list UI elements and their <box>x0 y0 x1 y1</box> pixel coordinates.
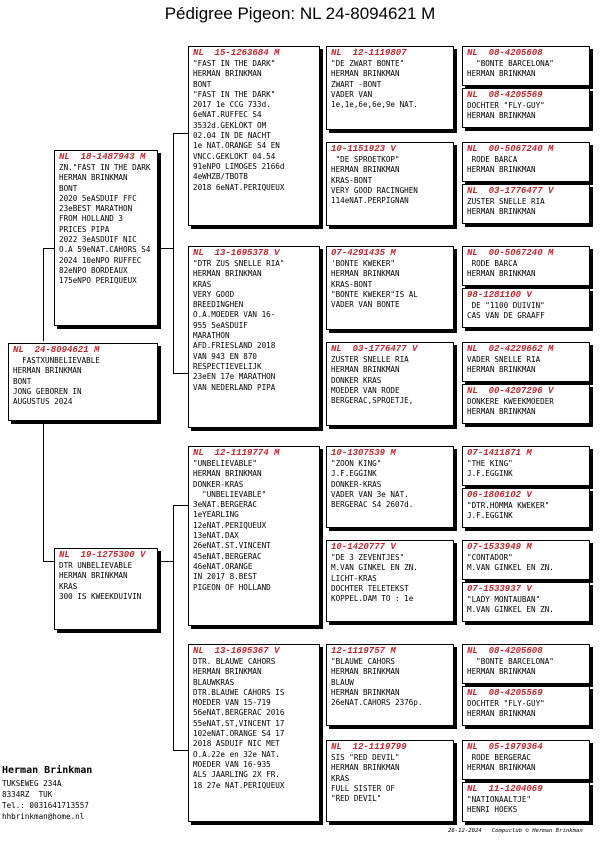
detail-line: O.A 59eNAT.CAHORS S4 <box>59 245 151 255</box>
detail-line: 26eNAT.ST.VINCENT <box>193 541 271 551</box>
connector-line <box>173 750 188 751</box>
detail-line: DTR.BLAUWE CAHORS IS <box>193 687 285 697</box>
pigeon-details <box>463 657 589 678</box>
great-grandparent-card <box>326 644 454 726</box>
detail-line: 45eNAT.BERGERAC <box>193 551 262 561</box>
connector-line <box>158 248 173 249</box>
pigeon-details <box>327 657 453 708</box>
owner-block <box>2 764 92 822</box>
detail-line: 1e,1e,6e,6e,9e NAT. <box>331 100 418 110</box>
ring-number: NL 08-4205608 <box>467 48 543 58</box>
connector-line <box>158 561 173 562</box>
great-great-grandparent-card <box>462 288 590 328</box>
detail-line: "FAST IN THE DARK" <box>193 59 276 68</box>
detail-line: DTR UNBELIEVABLE <box>59 561 133 570</box>
ring-number: NL 00-4207296 V <box>467 386 554 396</box>
detail-line: KRAS-BONT <box>331 279 373 289</box>
detail-line: BERGERAC S4 2607d. <box>331 500 414 510</box>
detail-line: BLAUW <box>331 677 354 687</box>
ring-number: NL 00-5067240 M <box>467 144 554 154</box>
ring-number: NL 12-1119774 M <box>193 448 280 458</box>
great-great-grandparent-card <box>462 540 590 580</box>
pigeon-details <box>463 501 589 522</box>
detail-line: "UNBELIEVABLE" <box>193 459 258 468</box>
pigeon-details <box>55 163 157 287</box>
pigeon-details <box>463 553 589 574</box>
great-great-grandparent-card <box>462 644 590 684</box>
pigeon-details <box>463 795 589 816</box>
detail-line: O.A.22e en 32e NAT. <box>193 749 280 759</box>
great-great-grandparent-card <box>462 740 590 780</box>
great-grandparent-card <box>326 446 454 528</box>
detail-line: HERMAN BRINKMAN <box>193 667 262 677</box>
connector-line <box>173 505 188 506</box>
grandparent-card <box>188 446 320 626</box>
detail-line: "DE ZWART BONTE" <box>331 59 405 68</box>
great-great-grandparent-card <box>462 582 590 622</box>
ring-number: NL 08-4205569 <box>467 90 543 100</box>
detail-line: M.VAN GINKEL EN ZN. <box>467 605 554 615</box>
detail-line: "NATIONAALTJE" <box>467 795 532 804</box>
detail-line: HERMAN BRINKMAN <box>331 667 400 677</box>
detail-line: "BONTE BARCELONA" <box>467 59 554 68</box>
detail-line: DE "1100 DUIVIN" <box>467 301 545 310</box>
ring-number: NL 13-1695367 V <box>193 646 280 656</box>
ring-number: NL 12-1119799 <box>331 742 407 752</box>
detail-line: 175eNPO PERIQUEUX <box>59 276 137 286</box>
detail-line: DOCHTER "FLY-GUY" <box>467 699 545 708</box>
ring-number: 10-1307539 M <box>331 448 396 458</box>
detail-line: HERMAN BRINKMAN <box>331 269 400 279</box>
owner-email: hhbrinkman@home.nl <box>2 812 85 821</box>
ring-number: NL 00-5067240 M <box>467 248 554 258</box>
pigeon-details <box>463 301 589 322</box>
ring-number: NL 15-1263684 M <box>193 48 280 58</box>
great-great-grandparent-card <box>462 342 590 382</box>
pigeon-details <box>463 459 589 480</box>
ring-number: NL 08-4205569 <box>467 688 543 698</box>
detail-line: BONT <box>59 183 78 193</box>
detail-line: "ZOON KING" <box>331 459 382 468</box>
detail-line: RODE BARCA <box>467 155 518 164</box>
ring-number: 10-1420777 V <box>331 542 396 552</box>
detail-line: HERMAN BRINKMAN <box>467 207 536 217</box>
ring-number: NL 11-1204069 <box>467 784 543 794</box>
ring-number: 98-1281100 V <box>467 290 532 300</box>
detail-line: 26eNAT.CAHORS 2376p. <box>331 698 423 708</box>
detail-line: HERMAN BRINKMAN <box>331 763 400 773</box>
pigeon-details <box>9 356 157 407</box>
detail-line: BERGERAC,SPROETJE, <box>331 396 414 406</box>
detail-line: LICHT-KRAS <box>331 573 377 583</box>
detail-line: FULL SISTER OF <box>331 783 396 793</box>
detail-line: 114eNAT.PERPIGNAN <box>331 196 409 206</box>
detail-line: DONKERE KWEEKMOEDER <box>467 397 554 406</box>
pigeon-details <box>327 155 453 206</box>
grandparent-card <box>188 644 320 822</box>
detail-line: J.F.EGGINK <box>467 469 513 479</box>
great-great-grandparent-card <box>462 446 590 486</box>
pigeon-details <box>463 397 589 418</box>
ring-number: 10-1151923 V <box>331 144 396 154</box>
detail-line: 23eBEST MARATHON <box>59 204 133 214</box>
detail-line: HERMAN BRINKMAN <box>331 165 400 175</box>
detail-line: 82eNPO BORDEAUX <box>59 265 128 275</box>
connector-line <box>43 421 44 561</box>
detail-line: HERMAN BRINKMAN <box>467 165 536 175</box>
detail-line: 2018 ASDUIF NIC MET <box>193 739 280 749</box>
pigeon-details <box>327 355 453 406</box>
detail-line: HERMAN BRINKMAN <box>193 269 262 279</box>
detail-line: RESPECTIEVELIJK <box>193 361 262 371</box>
detail-line: HERMAN BRINKMAN <box>59 173 128 183</box>
great-grandparent-card <box>326 142 454 226</box>
detail-line: J.F.EGGINK <box>467 511 513 521</box>
pigeon-details <box>189 259 319 393</box>
detail-line: AFD.FRIESLAND 2018 <box>193 341 276 351</box>
detail-line: SIS "RED DEVIL" <box>331 753 400 762</box>
connector-line <box>173 505 174 750</box>
detail-line: VADER VAN <box>331 89 373 99</box>
detail-line: 2018 6eNAT.PERIQUEUX <box>193 182 285 192</box>
detail-line: KRAS <box>331 773 350 783</box>
subject-card <box>8 343 158 421</box>
detail-line: "FAST IN THE DARK" <box>193 89 276 99</box>
detail-line: VERY GOOD <box>193 289 235 299</box>
ring-number: 06-1806102 V <box>467 490 532 500</box>
detail-line: VAN NEDERLAND PIPA <box>193 382 276 392</box>
detail-line: AUGUSTUS 2024 <box>13 397 73 407</box>
pigeon-details <box>55 561 157 602</box>
great-great-grandparent-card <box>462 88 590 128</box>
detail-line: HERMAN BRINKMAN <box>331 365 400 375</box>
detail-line: 13eNAT.DAX <box>193 531 239 541</box>
grandparent-card <box>188 46 320 226</box>
detail-line: HERMAN BRINKMAN <box>467 69 536 79</box>
detail-line: FASTXUNBELIEVABLE <box>13 356 100 365</box>
grandparent-card <box>188 246 320 428</box>
detail-line: 6eNAT.RUFFEC S4 <box>193 110 262 120</box>
pigeon-details <box>463 595 589 616</box>
detail-line: HERMAN BRINKMAN <box>467 667 536 677</box>
detail-line: BREEDINGHEN <box>193 300 244 310</box>
detail-line: HERMAN BRINKMAN <box>331 69 400 79</box>
detail-line: BONT <box>13 376 32 386</box>
detail-line: "BLAUWE CAHORS <box>331 657 396 666</box>
detail-line: 955 5eASDUIF <box>193 320 248 330</box>
detail-line: MOEDER VAN 15-719 <box>193 698 271 708</box>
detail-line: 4eWHZB/TBOTB <box>193 172 248 182</box>
detail-line: MARATHON <box>193 331 230 341</box>
ring-number: 12-1119757 M <box>331 646 396 656</box>
great-great-grandparent-card <box>462 384 590 424</box>
detail-line: 23eEN 17e MARATHON <box>193 372 276 382</box>
great-great-grandparent-card <box>462 46 590 86</box>
detail-line: KRAS-BONT <box>331 175 373 185</box>
detail-line: 102eNAT.ORANGE S4 17 <box>193 729 285 739</box>
detail-line: 2022 3eASDUIF NIC <box>59 235 137 245</box>
detail-line: DTR. BLAUWE CAHORS <box>193 657 276 666</box>
ring-number: 07-4291435 M <box>331 248 396 258</box>
ring-number: NL 12-1119807 <box>331 48 407 58</box>
detail-line: HERMAN BRINKMAN <box>467 763 536 773</box>
detail-line: "LADY MONTAUBAN" <box>467 595 541 604</box>
detail-line: 'BONTE KWEKER" <box>331 259 396 268</box>
page-title: Pédigree Pigeon: NL 24-8094621 M <box>164 4 436 23</box>
detail-line: HERMAN BRINKMAN <box>467 407 536 417</box>
detail-line: 2020 5eASDUIF FFC <box>59 193 137 203</box>
detail-line: 3eNAT.BERGERAC <box>193 500 258 510</box>
ring-number: NL 05-1979364 <box>467 742 543 752</box>
great-great-grandparent-card <box>462 782 590 822</box>
detail-line: PRICES PIPA <box>59 224 110 234</box>
detail-line: "THE KING" <box>467 459 513 468</box>
pigeon-details <box>327 459 453 510</box>
great-grandparent-card <box>326 740 454 822</box>
detail-line: HERMAN BRINKMAN <box>13 366 82 376</box>
pigeon-details <box>327 753 453 804</box>
ring-number: 07-1533949 M <box>467 542 532 552</box>
great-grandparent-card <box>326 540 454 622</box>
pigeon-details <box>463 355 589 376</box>
detail-line: DONKER-KRAS <box>193 479 244 489</box>
detail-line: 46eNAT.ORANGE <box>193 561 253 571</box>
detail-line: HERMAN BRINKMAN <box>59 571 128 581</box>
detail-line: 3532d.GEKLOKT OM <box>193 120 267 130</box>
detail-line: MOEDER VAN 16-935 <box>193 759 271 769</box>
connector-line <box>173 133 174 373</box>
detail-line: VADER SNELLE RIA <box>467 355 541 364</box>
detail-line: ZUSTER SNELLE RIA <box>467 197 545 206</box>
detail-line: HERMAN BRINKMAN <box>467 709 536 719</box>
detail-line: HERMAN BRINKMAN <box>467 365 536 375</box>
detail-line: RODE BERGERAC <box>467 753 532 762</box>
detail-line: M.VAN GINKEL EN ZN. <box>467 563 554 573</box>
owner-phone: Tel.: 0031641713557 <box>2 801 89 810</box>
great-great-grandparent-card <box>462 184 590 224</box>
detail-line: "DTR.HOMMA KWEKER" <box>467 501 550 510</box>
detail-line: VADER VAN 3e NAT. <box>331 489 409 499</box>
pigeon-details <box>327 553 453 604</box>
pigeon-details <box>327 259 453 310</box>
footer-credit: 26-12-2024 Compuclub © Herman Brinkman <box>448 828 583 834</box>
ring-number: NL 08-4205608 <box>467 646 543 656</box>
detail-line: 300 IS KWEEKDUIVIN <box>59 591 142 601</box>
detail-line: BLAUWKRAS <box>193 677 235 687</box>
detail-line: KOPPEL.DAM TO : 1e <box>331 594 414 604</box>
detail-line: VNCC.GEKLOKT 04.54 <box>193 151 276 161</box>
detail-line: BONT <box>193 79 212 89</box>
ring-number: NL 03-1776477 V <box>467 186 554 196</box>
dam-card <box>54 548 158 630</box>
detail-line: 56eNAT.BERGERAC 2016 <box>193 708 285 718</box>
detail-line: KRAS <box>59 581 78 591</box>
ring-number: NL 19-1275300 V <box>59 550 146 560</box>
detail-line: 55eNAT.ST,VINCENT 17 <box>193 718 285 728</box>
detail-line: "RED DEVIL" <box>331 794 382 804</box>
detail-line: "DE SPROETKOP" <box>331 155 400 164</box>
great-great-grandparent-card <box>462 246 590 286</box>
pigeon-details <box>189 657 319 791</box>
pigeon-details <box>327 59 453 110</box>
great-great-grandparent-card <box>462 488 590 528</box>
pigeon-details <box>463 197 589 218</box>
ring-number: NL 03-1776477 V <box>331 344 418 354</box>
great-grandparent-card <box>326 342 454 426</box>
great-grandparent-card <box>326 46 454 130</box>
detail-line: 18 27e NAT.PERIQUEUX <box>193 780 285 790</box>
great-great-grandparent-card <box>462 686 590 726</box>
detail-line: HENRI HOEKS <box>467 805 518 815</box>
detail-line: IN 2017 8.BEST <box>193 572 258 582</box>
detail-line: PIGEON OF HOLLAND <box>193 582 271 592</box>
ring-number: NL 24-8094621 M <box>13 345 100 355</box>
ring-number: NL 13-1695378 V <box>193 248 280 258</box>
detail-line: "BONTE KWEKER"IS AL <box>331 289 418 299</box>
detail-line: DONKER-KRAS <box>331 479 382 489</box>
detail-line: ZWART -BONT <box>331 79 382 89</box>
ring-number: 07-1411871 M <box>467 448 532 458</box>
owner-address: TUKSEWEG 234A <box>2 779 62 788</box>
connector-line <box>173 133 188 134</box>
pigeon-details <box>189 459 319 593</box>
detail-line: RODE BARCA <box>467 259 518 268</box>
owner-name: Herman Brinkman <box>2 765 93 776</box>
detail-line: 2017 1e CCG 733d. <box>193 100 271 110</box>
detail-line: 02.04 IN DE NACHT <box>193 131 271 141</box>
detail-line: JONG GEBOREN IN <box>13 386 82 396</box>
detail-line: J.F.EGGINK <box>331 469 377 479</box>
detail-line: DOCHTER "FLY-GUY" <box>467 101 545 110</box>
pigeon-details <box>463 753 589 774</box>
detail-line: 12eNAT.PERIQUEUX <box>193 520 267 530</box>
detail-line: MOEDER VAN RODE <box>331 385 400 395</box>
detail-line: "DE 3 ZEVENTJES" <box>331 553 405 562</box>
sire-card <box>54 150 158 326</box>
detail-line: O.A.MOEDER VAN 16- <box>193 310 276 320</box>
connector-line <box>173 373 188 374</box>
detail-line: HERMAN BRINKMAN <box>193 69 262 79</box>
great-great-grandparent-card <box>462 142 590 182</box>
connector-line <box>43 248 44 341</box>
detail-line: VADER VAN BONTE <box>331 300 400 310</box>
detail-line: KRAS <box>193 279 212 289</box>
connector-line <box>43 561 54 562</box>
detail-line: ZUSTER SNELLE RIA <box>331 355 409 364</box>
detail-line: VERY GOOD RACINGHEN <box>331 185 418 195</box>
pigeon-details <box>463 59 589 80</box>
detail-line: FROM HOLLAND 3 <box>59 214 124 224</box>
pigeon-details <box>189 59 319 193</box>
detail-line: HERMAN BRINKMAN <box>331 687 400 697</box>
detail-line: CAS VAN DE GRAAFF <box>467 311 545 321</box>
detail-line: ALS JAARLING 2X FR. <box>193 770 280 780</box>
detail-line: HERMAN BRINKMAN <box>467 111 536 121</box>
detail-line: 91eNPO LIMOGES 2166d <box>193 161 285 171</box>
detail-line: HERMAN BRINKMAN <box>467 269 536 279</box>
owner-postcode: 8334RZ TUK <box>2 790 53 799</box>
pigeon-details <box>463 155 589 176</box>
detail-line: 1e NAT.ORANGE S4 EN <box>193 141 280 151</box>
great-grandparent-card <box>326 246 454 330</box>
detail-line: HERMAN BRINKMAN <box>193 469 262 479</box>
detail-line: DONKER KRAS <box>331 375 382 385</box>
detail-line: ZN."FAST IN THE DARK <box>59 163 151 172</box>
detail-line: VAN 943 EN 870 <box>193 351 258 361</box>
connector-line <box>43 248 54 249</box>
detail-line: "DTR ZUS SNELLE RIA" <box>193 259 285 268</box>
detail-line: "CONTADOR" <box>467 553 513 562</box>
detail-line: DOCHTER TELETEKST <box>331 583 409 593</box>
ring-number: NL 02-4229662 M <box>467 344 554 354</box>
detail-line: "UNBELIEVABLE" <box>193 489 267 499</box>
detail-line: 2024 10eNPO RUFFEC <box>59 255 142 265</box>
pigeon-details <box>463 101 589 122</box>
ring-number: NL 18-1487943 M <box>59 152 146 162</box>
pigeon-details <box>463 699 589 720</box>
ring-number: 07-1533937 V <box>467 584 532 594</box>
detail-line: M.VAN GINKEL EN ZN. <box>331 563 418 573</box>
detail-line: 1eYEARLING <box>193 510 239 520</box>
pigeon-details <box>463 259 589 280</box>
detail-line: "BONTE BARCELONA" <box>467 657 554 666</box>
